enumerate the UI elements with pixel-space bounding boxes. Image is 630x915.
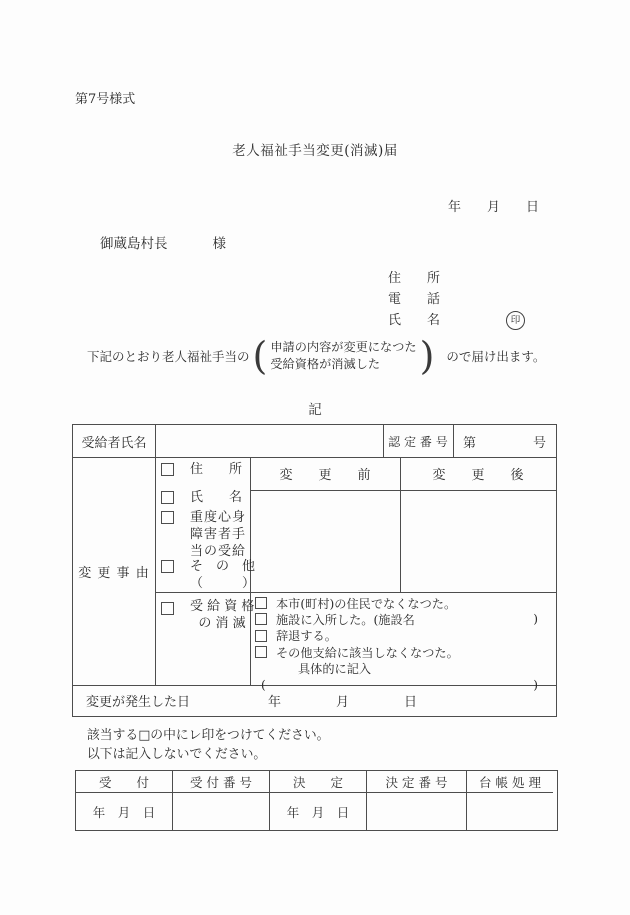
expiry-option-label: 辞退する。 [276, 629, 337, 644]
expiry-option-label: 施設に入所した。(施設名 [276, 612, 415, 627]
addressee-name: 御蔵島村長 [100, 236, 168, 252]
reason-item-label: そ の 他 [190, 559, 256, 574]
expiry-option-not-resident [255, 595, 551, 611]
expiry-option-other-ineligible [255, 644, 551, 660]
date-line: 年 月 日 [448, 200, 540, 215]
after-change-header: 変 更 後 [432, 468, 524, 483]
certification-number-field[interactable] [453, 425, 556, 457]
expiry-options-list [255, 595, 551, 693]
before-change-header: 変 更 前 [279, 468, 371, 483]
decision-number-cell[interactable] [367, 793, 467, 830]
checkbox-other-ineligible[interactable] [255, 646, 267, 658]
recipient-name-field[interactable] [155, 425, 383, 457]
certification-number-label: 認 定 番 号 [388, 434, 448, 449]
detail-note [255, 660, 551, 676]
year-label: 年 [268, 694, 282, 710]
ledger-processing-header: 台 帳 処 理 [467, 771, 553, 793]
seal-icon: 印 [506, 311, 525, 330]
detail-note-label: 具体的に記入 [298, 661, 372, 676]
checkbox-admitted-facility[interactable] [255, 613, 267, 625]
statement-prefix: 下記のとおり老人福祉手当の [87, 349, 250, 364]
divider [155, 592, 556, 593]
expiry-option-decline [255, 628, 551, 644]
name-label: 氏 名 [388, 313, 441, 328]
note-check-mark: 該当する□の中にレ印をつけてください。 [87, 728, 330, 743]
facility-paren-close: ) [533, 612, 538, 627]
expiry-label-line2: の 消 滅 [198, 616, 246, 631]
addressee-honorific: 様 [212, 236, 226, 252]
reason-item-paren: （ ） [190, 576, 256, 591]
reason-item-other [161, 558, 255, 592]
before-change-field[interactable] [250, 490, 400, 592]
divider [155, 425, 156, 685]
reception-date-cell[interactable]: 年 月 日 [76, 793, 173, 830]
decision-header: 決 定 [270, 771, 367, 793]
checkbox-name[interactable] [161, 491, 174, 504]
main-table [72, 424, 557, 717]
expiry-option-label: 本市(町村)の住民でなくなつた。 [276, 596, 457, 611]
office-use-table [75, 770, 558, 831]
reason-item-name [161, 490, 242, 505]
change-reason-label: 変 更 事 由 [78, 565, 150, 581]
name-line [388, 310, 525, 331]
ledger-processing-cell[interactable] [467, 793, 553, 830]
reason-item-eligibility-expired [161, 598, 254, 632]
applicant-contact-block [388, 268, 525, 331]
note-do-not-fill: 以下は記入しないでください。 [87, 747, 267, 762]
decision-number-header: 決 定 番 号 [367, 771, 467, 793]
detail-paren-close: ) [533, 677, 538, 692]
cert-suffix: 号 [532, 435, 546, 451]
addressee-line [100, 232, 226, 252]
change-date-label: 変更が発生した日 [86, 694, 191, 710]
open-paren: ( [252, 334, 268, 378]
reason-item-severe-disability [161, 509, 249, 560]
cert-prefix: 第 [463, 435, 477, 451]
checkbox-not-resident[interactable] [255, 597, 267, 609]
reason-item-label: 重度心身障害者手当の受給 [190, 510, 247, 559]
statement-option-expired: 受給資格が消滅した [270, 357, 381, 371]
detail-paren-open: ( [261, 677, 266, 692]
change-date-row [73, 685, 556, 715]
checkbox-address[interactable] [161, 463, 174, 476]
close-paren: ) [419, 334, 435, 378]
reception-number-header: 受 付 番 号 [173, 771, 270, 793]
reception-number-cell[interactable] [173, 793, 270, 830]
declaration-statement [87, 333, 545, 379]
checkbox-severe-disability-allowance[interactable] [161, 511, 174, 524]
statement-suffix: ので届け出ます。 [446, 349, 546, 364]
checkbox-other[interactable] [161, 560, 174, 573]
statement-option-changed: 申請の内容が変更になつた [270, 340, 417, 354]
after-change-field[interactable] [400, 490, 556, 592]
month-label: 月 [336, 694, 350, 710]
expiry-option-label: その他支給に該当しなくなつた。 [276, 645, 459, 660]
reception-header: 受 付 [76, 771, 173, 793]
recipient-name-label: 受給者氏名 [81, 435, 147, 451]
day-label: 日 [404, 694, 418, 710]
address-label: 住 所 [388, 271, 441, 286]
record-marker: 記 [308, 402, 322, 418]
reason-item-address [161, 462, 242, 477]
reason-item-label: 氏 名 [190, 490, 243, 505]
reason-item-label: 住 所 [190, 462, 243, 477]
page-title: 老人福祉手当変更(消滅)届 [232, 143, 398, 159]
phone-label: 電 話 [388, 292, 441, 307]
statement-options [270, 339, 416, 373]
checkbox-eligibility-expired[interactable] [161, 602, 174, 615]
form-number: 第7号様式 [75, 92, 136, 107]
expiry-option-facility [255, 611, 551, 627]
instruction-notes [87, 726, 329, 764]
expiry-label-line1: 受 給 資 格 [190, 599, 255, 614]
checkbox-decline[interactable] [255, 630, 267, 642]
decision-date-cell[interactable]: 年 月 日 [270, 793, 367, 830]
